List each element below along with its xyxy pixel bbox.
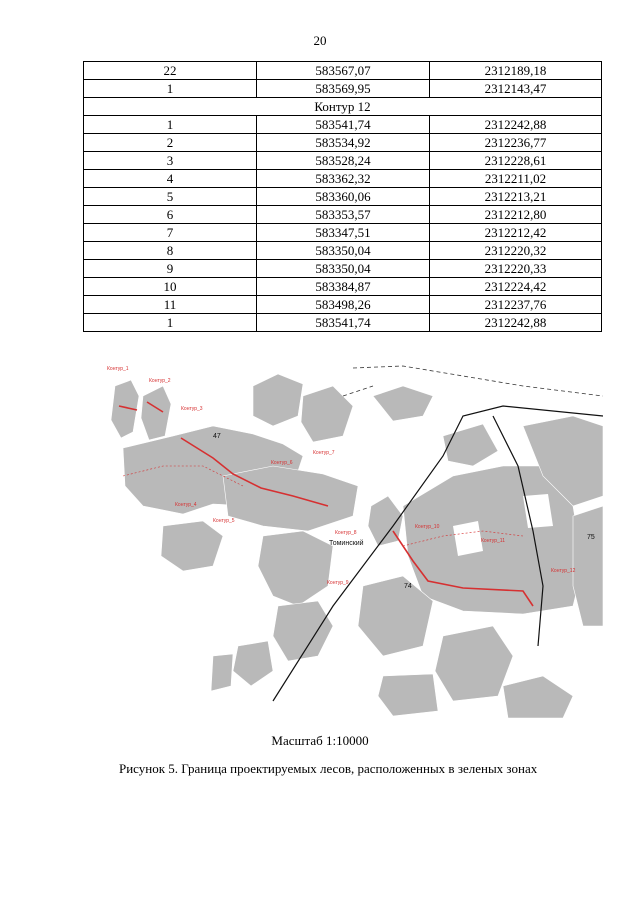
contour-label: Контур_4 — [175, 502, 197, 508]
point-number: 3 — [84, 152, 257, 170]
x-coordinate: 583528,24 — [257, 152, 430, 170]
table-row — [84, 80, 602, 98]
contour-label: Контур_6 — [271, 460, 293, 466]
forest-parcels — [111, 374, 403, 691]
place-name: Томинский — [329, 540, 364, 547]
point-number: 7 — [84, 224, 257, 242]
x-coordinate: 583384,87 — [257, 278, 430, 296]
y-coordinate: 2312237,76 — [430, 296, 602, 314]
table-row — [84, 134, 602, 152]
x-coordinate: 583362,32 — [257, 170, 430, 188]
table-row — [84, 314, 602, 332]
table-row — [84, 206, 602, 224]
map-scale: Масштаб 1:10000 — [271, 733, 369, 748]
y-coordinate: 2312220,33 — [430, 260, 602, 278]
contour-header-row — [84, 98, 602, 116]
y-coordinate: 2312242,88 — [430, 314, 602, 332]
y-coordinate: 2312211,02 — [430, 170, 602, 188]
point-number: 10 — [84, 278, 257, 296]
forest-parcels-east — [358, 386, 603, 718]
contour-label: Контур_3 — [181, 406, 203, 412]
point-number: 1 — [84, 314, 257, 332]
coordinates-table — [83, 61, 602, 332]
x-coordinate: 583350,04 — [257, 260, 430, 278]
x-coordinate: 583534,92 — [257, 134, 430, 152]
table-row — [84, 278, 602, 296]
table-row — [84, 170, 602, 188]
point-number: 2 — [84, 134, 257, 152]
point-number: 11 — [84, 296, 257, 314]
x-coordinate: 583350,04 — [257, 242, 430, 260]
contour-label: Контур_12 — [551, 568, 576, 574]
x-coordinate: 583360,06 — [257, 188, 430, 206]
point-number: 8 — [84, 242, 257, 260]
table-row — [84, 152, 602, 170]
point-number: 1 — [84, 116, 257, 134]
table-row — [84, 188, 602, 206]
contour-label: Контур_1 — [107, 366, 129, 372]
y-coordinate: 2312236,77 — [430, 134, 602, 152]
contour-label: Контур_2 — [149, 378, 171, 384]
y-coordinate: 2312224,42 — [430, 278, 602, 296]
table-row — [84, 116, 602, 134]
table-row — [84, 62, 602, 80]
table-row — [84, 224, 602, 242]
y-coordinate: 2312213,21 — [430, 188, 602, 206]
x-coordinate: 583498,26 — [257, 296, 430, 314]
x-coordinate: 583541,74 — [257, 116, 430, 134]
contour-title: Контур 12 — [84, 98, 602, 116]
x-coordinate: 583541,74 — [257, 314, 430, 332]
contour-label: Контур_7 — [313, 450, 335, 456]
quarter-number: 75 — [587, 534, 595, 541]
y-coordinate: 2312242,88 — [430, 116, 602, 134]
y-coordinate: 2312228,61 — [430, 152, 602, 170]
table-row — [84, 296, 602, 314]
y-coordinate: 2312220,32 — [430, 242, 602, 260]
figure-caption: Рисунок 5. Граница проектируемых лесов, расположенных в зеленых зонах — [119, 761, 538, 776]
point-number: 9 — [84, 260, 257, 278]
x-coordinate: 583353,57 — [257, 206, 430, 224]
y-coordinate: 2312212,42 — [430, 224, 602, 242]
contour-label: Контур_8 — [335, 530, 357, 536]
point-number: 6 — [84, 206, 257, 224]
page-number: 20 — [313, 33, 327, 48]
quarter-number: 74 — [404, 583, 412, 590]
y-coordinate: 2312189,18 — [430, 62, 602, 80]
y-coordinate: 2312212,80 — [430, 206, 602, 224]
point-number: 1 — [84, 80, 257, 98]
x-coordinate: 583347,51 — [257, 224, 430, 242]
contour-label: Контур_9 — [327, 580, 349, 586]
point-number: 22 — [84, 62, 257, 80]
contour-label: Контур_11 — [481, 538, 505, 544]
x-coordinate: 583569,95 — [257, 80, 430, 98]
table-row — [84, 242, 602, 260]
forest-boundary-map — [103, 356, 603, 718]
table-row — [84, 260, 602, 278]
quarter-number: 47 — [213, 433, 221, 440]
contour-label: Контур_5 — [213, 518, 235, 524]
point-number: 5 — [84, 188, 257, 206]
x-coordinate: 583567,07 — [257, 62, 430, 80]
point-number: 4 — [84, 170, 257, 188]
y-coordinate: 2312143,47 — [430, 80, 602, 98]
contour-label: Контур_10 — [415, 524, 440, 530]
